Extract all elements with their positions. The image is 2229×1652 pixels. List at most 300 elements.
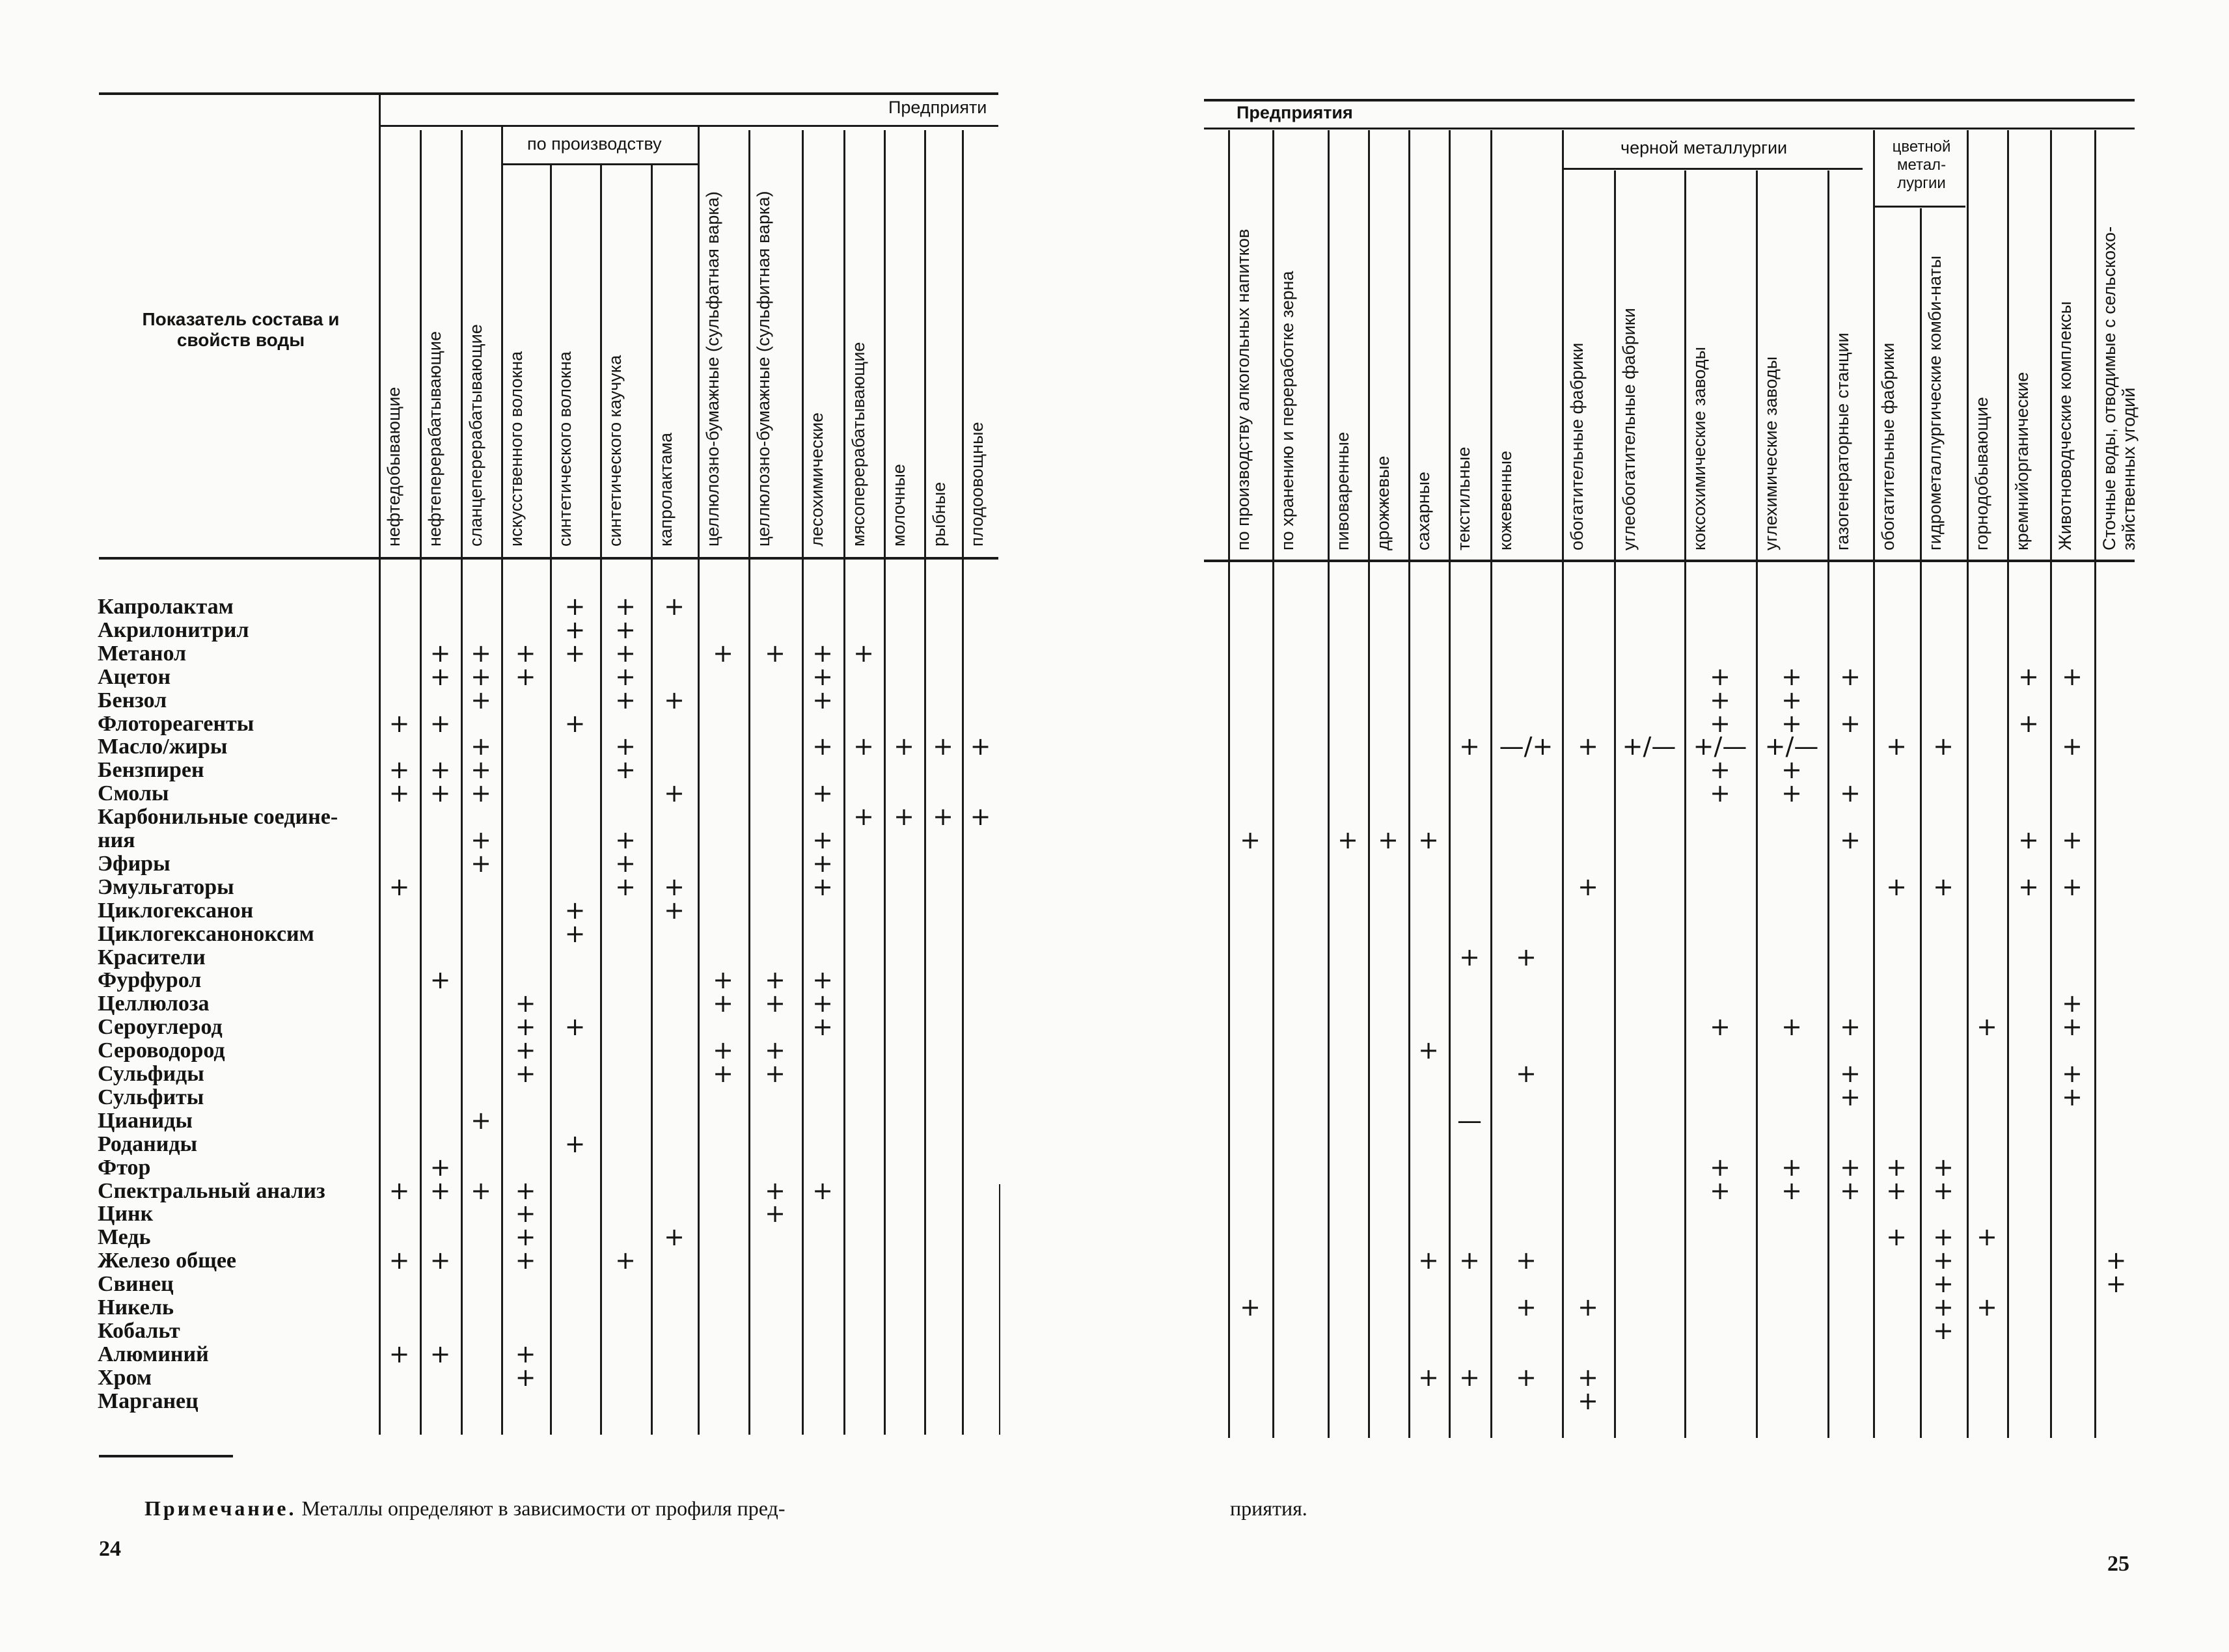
row-label: Циклогексанон <box>98 898 254 923</box>
column-header: кремнийорганические <box>2012 372 2032 550</box>
enterprise-rule <box>379 125 998 127</box>
row-label: Акрилонитрил <box>98 617 249 642</box>
column-header: нефтеперерабатывающие <box>425 331 444 547</box>
column-divider <box>748 130 750 1435</box>
column-divider <box>600 164 602 1435</box>
column-divider <box>1368 130 1370 1438</box>
cell-mark: + <box>713 989 733 1018</box>
cell-mark: + <box>430 638 451 668</box>
cell-mark: + <box>765 638 786 668</box>
row-label: Спектральный анализ <box>98 1178 325 1203</box>
row-label: Флотореагенты <box>98 711 254 736</box>
cell-mark: + <box>765 1036 786 1065</box>
cell-mark: + <box>1710 779 1730 808</box>
cell-mark: + <box>1240 826 1261 854</box>
cell-mark: + <box>812 1176 833 1205</box>
cell-mark: + <box>515 1199 536 1228</box>
row-label: Бензол <box>98 688 167 712</box>
cell-mark: + <box>2105 1246 2127 1275</box>
cell-mark: + <box>1710 709 1730 738</box>
column-divider <box>461 130 463 1435</box>
column-divider <box>962 130 964 1435</box>
row-label: Эмульгаторы <box>98 874 234 899</box>
cell-mark: + <box>1840 1176 1861 1205</box>
row-label: Медь <box>98 1225 151 1250</box>
column-header: углехимические заводы <box>1761 356 1781 550</box>
cell-mark: + <box>430 755 451 785</box>
cell-mark: + <box>1459 732 1480 761</box>
column-header: дрожжевые <box>1373 455 1393 550</box>
cell-mark: + <box>2018 872 2039 901</box>
enterprises-header: Предприяти <box>888 98 987 117</box>
column-header: нефтедобывающие <box>384 386 403 547</box>
cell-mark: + <box>1459 1362 1480 1392</box>
cell-mark: + <box>1710 1152 1730 1182</box>
cell-mark: + <box>564 709 586 738</box>
cell-mark: + <box>664 1223 685 1252</box>
cell-mark: + <box>812 662 833 691</box>
cell-mark: + <box>430 1176 451 1205</box>
cell-mark: + <box>1840 1059 1861 1088</box>
column-divider <box>1873 130 1875 1438</box>
cell-mark: + <box>1933 732 1954 761</box>
page-number-left: 24 <box>99 1537 121 1561</box>
cell-mark: + <box>471 755 491 785</box>
cell-mark: + <box>471 848 491 878</box>
cell-mark: + <box>430 1246 451 1275</box>
cell-mark: + <box>1840 1012 1861 1042</box>
column-divider <box>1562 130 1564 1438</box>
header-bottom-rule <box>99 557 998 560</box>
top-rule <box>99 92 998 95</box>
cell-mark: + <box>894 802 914 832</box>
cell-mark: + <box>564 615 586 644</box>
cell-mark: + <box>389 1176 410 1205</box>
cell-mark: + <box>515 1176 536 1205</box>
cell-mark: + <box>664 872 685 901</box>
column-divider <box>420 130 422 1435</box>
cell-mark: + <box>970 802 991 832</box>
cell-mark: + <box>615 638 636 668</box>
cell-mark: + <box>430 1152 451 1182</box>
cell-mark: + <box>664 895 685 925</box>
cell-mark: + <box>1781 779 1802 808</box>
cell-mark: + <box>1418 1362 1439 1392</box>
cell-mark: + <box>389 872 410 901</box>
cell-mark: + <box>515 1246 536 1275</box>
cell-mark: + <box>564 638 586 668</box>
indicator-header: Показатель состава и свойств воды <box>142 309 340 350</box>
cell-mark: + <box>471 732 491 761</box>
cell-mark: + <box>713 638 733 668</box>
cell-mark: + <box>515 989 536 1018</box>
column-divider <box>1967 130 1969 1438</box>
cell-mark: + <box>1378 826 1399 854</box>
cell-mark: + <box>1976 1012 1997 1042</box>
cell-mark: + <box>1840 662 1861 691</box>
column-divider <box>1272 130 1274 1438</box>
row-label: Метанол <box>98 641 187 666</box>
cell-mark: + <box>853 732 874 761</box>
column-divider <box>2050 130 2052 1438</box>
cell-mark: + <box>1781 1176 1802 1205</box>
cell-mark: + <box>515 1012 536 1042</box>
column-divider <box>999 1184 1000 1435</box>
cell-mark: + <box>2062 872 2083 901</box>
cell-mark: + <box>2062 826 2083 854</box>
cell-mark: + <box>430 662 451 691</box>
ferrous-rule <box>1563 168 1863 170</box>
column-header: рыбные <box>929 481 949 547</box>
cell-mark: + <box>1886 872 1907 901</box>
cell-mark: + <box>1337 826 1358 854</box>
cell-mark: + <box>1710 662 1730 691</box>
cell-mark: + <box>1886 1152 1907 1182</box>
cell-mark: + <box>1886 1176 1907 1205</box>
cell-mark: + <box>664 592 685 621</box>
cell-mark: + <box>812 989 833 1018</box>
column-header: газогенераторные станции <box>1833 332 1852 550</box>
header-bottom-rule-right <box>1204 560 2135 562</box>
group-nonferrous: цветной метал-лургии <box>1892 138 1951 192</box>
row-label: Хром <box>98 1365 152 1390</box>
cell-mark: + <box>933 802 953 832</box>
cell-mark: + <box>1840 826 1861 854</box>
cell-mark: + <box>853 638 874 668</box>
cell-mark: + <box>1781 1152 1802 1182</box>
row-label: Масло/жиры <box>98 735 228 759</box>
column-header: капролактама <box>656 432 676 547</box>
column-header: искусственного волокна <box>506 351 526 547</box>
note-continuation: приятия. <box>1230 1496 1307 1520</box>
column-header: мясоперерабатывающие <box>849 342 868 547</box>
cell-mark: + <box>812 779 833 808</box>
cell-mark: + <box>430 709 451 738</box>
cell-mark: + <box>1781 662 1802 691</box>
cell-mark: + <box>2062 662 2083 691</box>
row-label: Смолы <box>98 781 169 806</box>
row-label: Ацетон <box>98 664 171 689</box>
cell-mark: + <box>1710 755 1730 785</box>
cell-mark: + <box>1578 1293 1598 1321</box>
enterprise-rule-right <box>1204 128 2135 129</box>
cell-mark: + <box>515 662 536 691</box>
cell-mark: + <box>812 872 833 901</box>
cell-mark: + <box>615 592 636 621</box>
cell-mark: + <box>1933 872 1954 901</box>
row-label: Железо общее <box>98 1249 236 1273</box>
cell-mark: + <box>615 662 636 691</box>
column-header: по хранению и переработке зерна <box>1278 271 1297 550</box>
cell-mark: + <box>564 1012 586 1042</box>
cell-mark: + <box>1933 1293 1954 1321</box>
cell-mark: + <box>564 919 586 948</box>
cell-mark: + <box>1840 1082 1861 1111</box>
cell-mark: + <box>1933 1316 1954 1345</box>
cell-mark: + <box>713 1059 733 1088</box>
row-label: Цинк <box>98 1202 154 1226</box>
row-label: Эфиры <box>98 851 171 876</box>
cell-mark: + <box>2062 1059 2083 1088</box>
cell-mark: + <box>1976 1293 1997 1321</box>
cell-mark: + <box>812 966 833 995</box>
row-label: Сульфиты <box>98 1085 204 1109</box>
cell-mark: + <box>471 1176 491 1205</box>
row-label: Алюминий <box>98 1342 209 1366</box>
column-divider <box>1328 130 1330 1438</box>
row-label: Капролактам <box>98 595 234 619</box>
column-header: текстильные <box>1454 446 1473 550</box>
cell-mark: + <box>515 1036 536 1065</box>
cell-mark: + <box>933 732 953 761</box>
column-header: коксохимические заводы <box>1689 346 1709 550</box>
cell-mark: + <box>1976 1223 1997 1252</box>
column-header: углеобогатительные фабрики <box>1619 308 1639 550</box>
cell-mark: + <box>1459 942 1480 971</box>
row-label: Цианиды <box>98 1108 193 1133</box>
column-divider <box>843 130 845 1435</box>
cell-mark: + <box>1710 1176 1730 1205</box>
cell-mark: + <box>1933 1176 1954 1205</box>
cell-mark: + <box>1578 732 1598 761</box>
cell-mark: + <box>713 1036 733 1065</box>
cell-mark: + <box>1240 1293 1261 1321</box>
cell-mark: + <box>615 848 636 878</box>
cell-mark: + <box>2018 709 2039 738</box>
cell-mark: + <box>1418 826 1439 854</box>
group-production: по производству <box>527 134 662 154</box>
cell-mark: + <box>812 732 833 761</box>
cell-mark: + <box>2062 732 2083 761</box>
cell-mark: + <box>765 1176 786 1205</box>
cell-mark: + <box>1516 1246 1537 1275</box>
cell-mark: + <box>1781 755 1802 785</box>
column-divider <box>1449 130 1451 1438</box>
row-label: Роданиды <box>98 1131 198 1156</box>
cell-mark: — <box>1457 1105 1482 1135</box>
cell-mark: + <box>389 1339 410 1368</box>
cell-mark: + <box>471 662 491 691</box>
row-label: Циклогексаноноксим <box>98 921 314 946</box>
cell-mark: + <box>664 779 685 808</box>
page-number-right: 25 <box>2107 1552 2129 1576</box>
cell-mark: + <box>2062 989 2083 1018</box>
column-header: обогатительные фабрики <box>1567 342 1587 550</box>
top-rule-right <box>1204 99 2135 102</box>
cell-mark: + <box>1840 1152 1861 1182</box>
column-header: целлюлозно-бумажные (сульфитная варка) <box>754 191 773 547</box>
column-header: молочные <box>889 464 909 547</box>
cell-mark: +/— <box>1693 732 1747 761</box>
cell-mark: + <box>471 779 491 808</box>
row-label: Карбонильные соедине- <box>98 805 338 830</box>
cell-mark: + <box>2062 1012 2083 1042</box>
row-label: ния <box>98 828 135 852</box>
cell-mark: + <box>853 802 874 832</box>
column-divider <box>2007 130 2009 1438</box>
cell-mark: + <box>1578 872 1598 901</box>
cell-mark: + <box>1840 779 1861 808</box>
column-header: Животноводческие комплексы <box>2055 301 2075 550</box>
cell-mark: + <box>765 1059 786 1088</box>
cell-mark: + <box>515 1362 536 1392</box>
cell-mark: + <box>515 638 536 668</box>
production-rule <box>501 163 698 165</box>
cell-mark: + <box>1840 709 1861 738</box>
cell-mark: + <box>1781 685 1802 714</box>
cell-mark: + <box>1781 709 1802 738</box>
cell-mark: + <box>1886 1223 1907 1252</box>
cell-mark: + <box>389 709 410 738</box>
column-divider <box>550 164 552 1435</box>
cell-mark: + <box>765 989 786 1018</box>
row-label: Фурфурол <box>98 968 202 993</box>
cell-mark: + <box>1710 1012 1730 1042</box>
cell-mark: + <box>471 638 491 668</box>
cell-mark: + <box>515 1223 536 1252</box>
cell-mark: + <box>515 1059 536 1088</box>
cell-mark: + <box>515 1339 536 1368</box>
column-divider <box>802 130 804 1435</box>
row-label: Сероуглерод <box>98 1015 223 1040</box>
cell-mark: + <box>430 779 451 808</box>
column-header: синтетического каучука <box>605 355 625 547</box>
column-header: обогатительные фабрики <box>1878 342 1898 550</box>
cell-mark: + <box>1516 1362 1537 1392</box>
row-label: Марганец <box>98 1388 198 1413</box>
column-divider <box>698 125 700 1435</box>
cell-mark: + <box>1459 1246 1480 1275</box>
row-label: Целлюлоза <box>98 992 210 1016</box>
column-divider <box>884 130 886 1435</box>
row-label: Бензпирен <box>98 758 204 783</box>
row-label: Никель <box>98 1295 174 1320</box>
cell-mark: + <box>1781 1012 1802 1042</box>
cell-mark: + <box>389 1246 410 1275</box>
note-label: Примечание. <box>144 1496 297 1520</box>
cell-mark: + <box>1933 1246 1954 1275</box>
column-divider <box>1614 170 1616 1438</box>
cell-mark: + <box>2018 662 2039 691</box>
cell-mark: + <box>2062 1082 2083 1111</box>
cell-mark: + <box>471 826 491 854</box>
column-header: гидрометаллургические комби-наты <box>1925 255 1945 550</box>
column-header: синтетического волокна <box>555 351 575 547</box>
cell-mark: + <box>970 732 991 761</box>
column-header: пивоваренные <box>1333 431 1352 550</box>
cell-mark: + <box>894 732 914 761</box>
cell-mark: + <box>765 966 786 995</box>
cell-mark: + <box>765 1199 786 1228</box>
footnote-rule <box>99 1455 233 1457</box>
row-label: Сульфиды <box>98 1062 204 1086</box>
cell-mark: + <box>1933 1152 1954 1182</box>
cell-mark: + <box>1516 942 1537 971</box>
cell-mark: + <box>615 1246 636 1275</box>
cell-mark: + <box>1418 1246 1439 1275</box>
cell-mark: +/— <box>1764 732 1819 761</box>
cell-mark: + <box>1933 1269 1954 1299</box>
column-header: сахарные <box>1414 471 1433 550</box>
cell-mark: + <box>389 755 410 785</box>
column-header: Сточные воды, отводимые с сельскохо-зяйственных угодий <box>2099 226 2139 550</box>
column-divider <box>1228 130 1230 1438</box>
cell-mark: + <box>615 732 636 761</box>
cell-mark: + <box>430 966 451 995</box>
cell-mark: + <box>564 895 586 925</box>
cell-mark: + <box>1516 1059 1537 1088</box>
cell-mark: + <box>2018 826 2039 854</box>
column-header: кожевенные <box>1496 450 1515 550</box>
cell-mark: + <box>1886 732 1907 761</box>
cell-mark: + <box>1578 1362 1598 1392</box>
column-header: сланцеперерабатывающие <box>466 324 485 547</box>
cell-mark: + <box>389 779 410 808</box>
group-ferrous: черной металлургии <box>1620 138 1788 157</box>
column-divider <box>501 125 503 1435</box>
cell-mark: + <box>812 638 833 668</box>
cell-mark: + <box>1418 1036 1439 1065</box>
cell-mark: + <box>1710 685 1730 714</box>
cell-mark: + <box>564 592 586 621</box>
cell-mark: + <box>664 685 685 714</box>
cell-mark: + <box>615 615 636 644</box>
column-header: плодоовощные <box>967 422 987 547</box>
note <box>144 1496 785 1521</box>
column-divider <box>1756 170 1758 1438</box>
column-divider <box>1490 130 1492 1438</box>
column-divider <box>1920 208 1922 1438</box>
row-label: Сероводород <box>98 1038 225 1063</box>
row-label: Фтор <box>98 1155 151 1180</box>
cell-mark: + <box>471 1105 491 1135</box>
cell-mark: + <box>2105 1269 2127 1299</box>
row-label: Кобальт <box>98 1318 180 1343</box>
cell-mark: + <box>812 685 833 714</box>
cell-mark: + <box>615 872 636 901</box>
row-label: Свинец <box>98 1272 174 1297</box>
column-divider <box>1684 170 1686 1438</box>
column-divider <box>924 130 926 1435</box>
column-divider <box>379 92 381 1435</box>
cell-mark: + <box>812 1012 833 1042</box>
column-header: горнодобывающие <box>1972 397 1991 550</box>
note-text: Металлы определяют в зависимости от профиля пред- <box>301 1496 786 1520</box>
cell-mark: + <box>812 826 833 854</box>
cell-mark: + <box>812 848 833 878</box>
nonferrous-rule <box>1874 206 1965 208</box>
row-label: Красители <box>98 945 206 969</box>
enterprises-header-right: Предприятия <box>1237 103 1353 122</box>
cell-mark: + <box>1516 1293 1537 1321</box>
cell-mark: + <box>1578 1386 1598 1415</box>
column-divider <box>1827 170 1829 1438</box>
cell-mark: —/+ <box>1499 732 1553 761</box>
cell-mark: + <box>713 966 733 995</box>
column-divider <box>1408 130 1410 1438</box>
cell-mark: + <box>615 685 636 714</box>
column-divider <box>651 164 653 1435</box>
column-header: по производству алкогольных напитков <box>1233 228 1253 550</box>
cell-mark: + <box>430 1339 451 1368</box>
column-header: лесохимические <box>807 412 827 547</box>
cell-mark: + <box>564 1129 586 1158</box>
cell-mark: + <box>615 755 636 785</box>
cell-mark: + <box>471 685 491 714</box>
column-header: целлюлозно-бумажные (сульфатная варка) <box>703 191 722 547</box>
cell-mark: + <box>615 826 636 854</box>
column-divider <box>2094 130 2096 1438</box>
